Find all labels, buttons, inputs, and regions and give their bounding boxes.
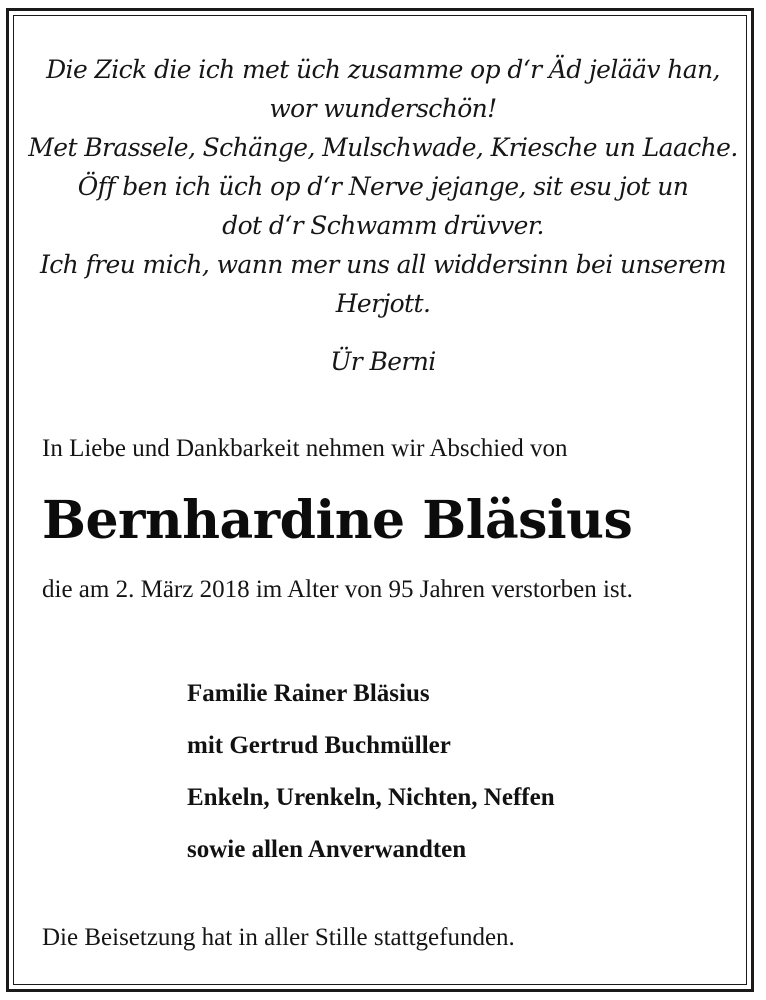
poem-line: Met Brassele, Schänge, Mulschwade, Kriesche un Laache. — [28, 133, 738, 162]
poem-line: dot d‘r Schwamm drüvver. — [222, 211, 544, 240]
poem-line: Ich freu mich, wann mer uns all widdersinn bei unserem — [39, 250, 727, 279]
poem-line: Öff ben ich üch op d‘r Nerve jejange, sit esu jot un — [77, 172, 689, 201]
burial-note: Die Beisetzung hat in aller Stille stattgefunden. — [42, 924, 515, 951]
mourner-line: Familie Rainer Bläsius — [187, 680, 430, 707]
mourners-list — [187, 668, 555, 876]
poem-signature: Ür Berni — [330, 347, 436, 376]
poem-line: Herjott. — [335, 289, 431, 318]
deceased-name: Bernhardine Bläsius — [42, 490, 633, 551]
poem-block — [14, 50, 752, 323]
poem-line: Die Zick die ich met üch zusamme op d‘r Äd jelääv han, — [46, 55, 720, 84]
mourner-line: sowie allen Anverwandten — [187, 836, 467, 863]
farewell-intro: In Liebe und Dankbarkeit nehmen wir Abschied von — [42, 435, 568, 462]
mourner-line: Enkeln, Urenkeln, Nichten, Neffen — [187, 784, 555, 811]
poem-line: wor wunderschön! — [269, 94, 497, 123]
mourner-line: mit Gertrud Buchmüller — [187, 732, 451, 759]
death-details: die am 2. März 2018 im Alter von 95 Jahren verstorben ist. — [42, 576, 633, 603]
